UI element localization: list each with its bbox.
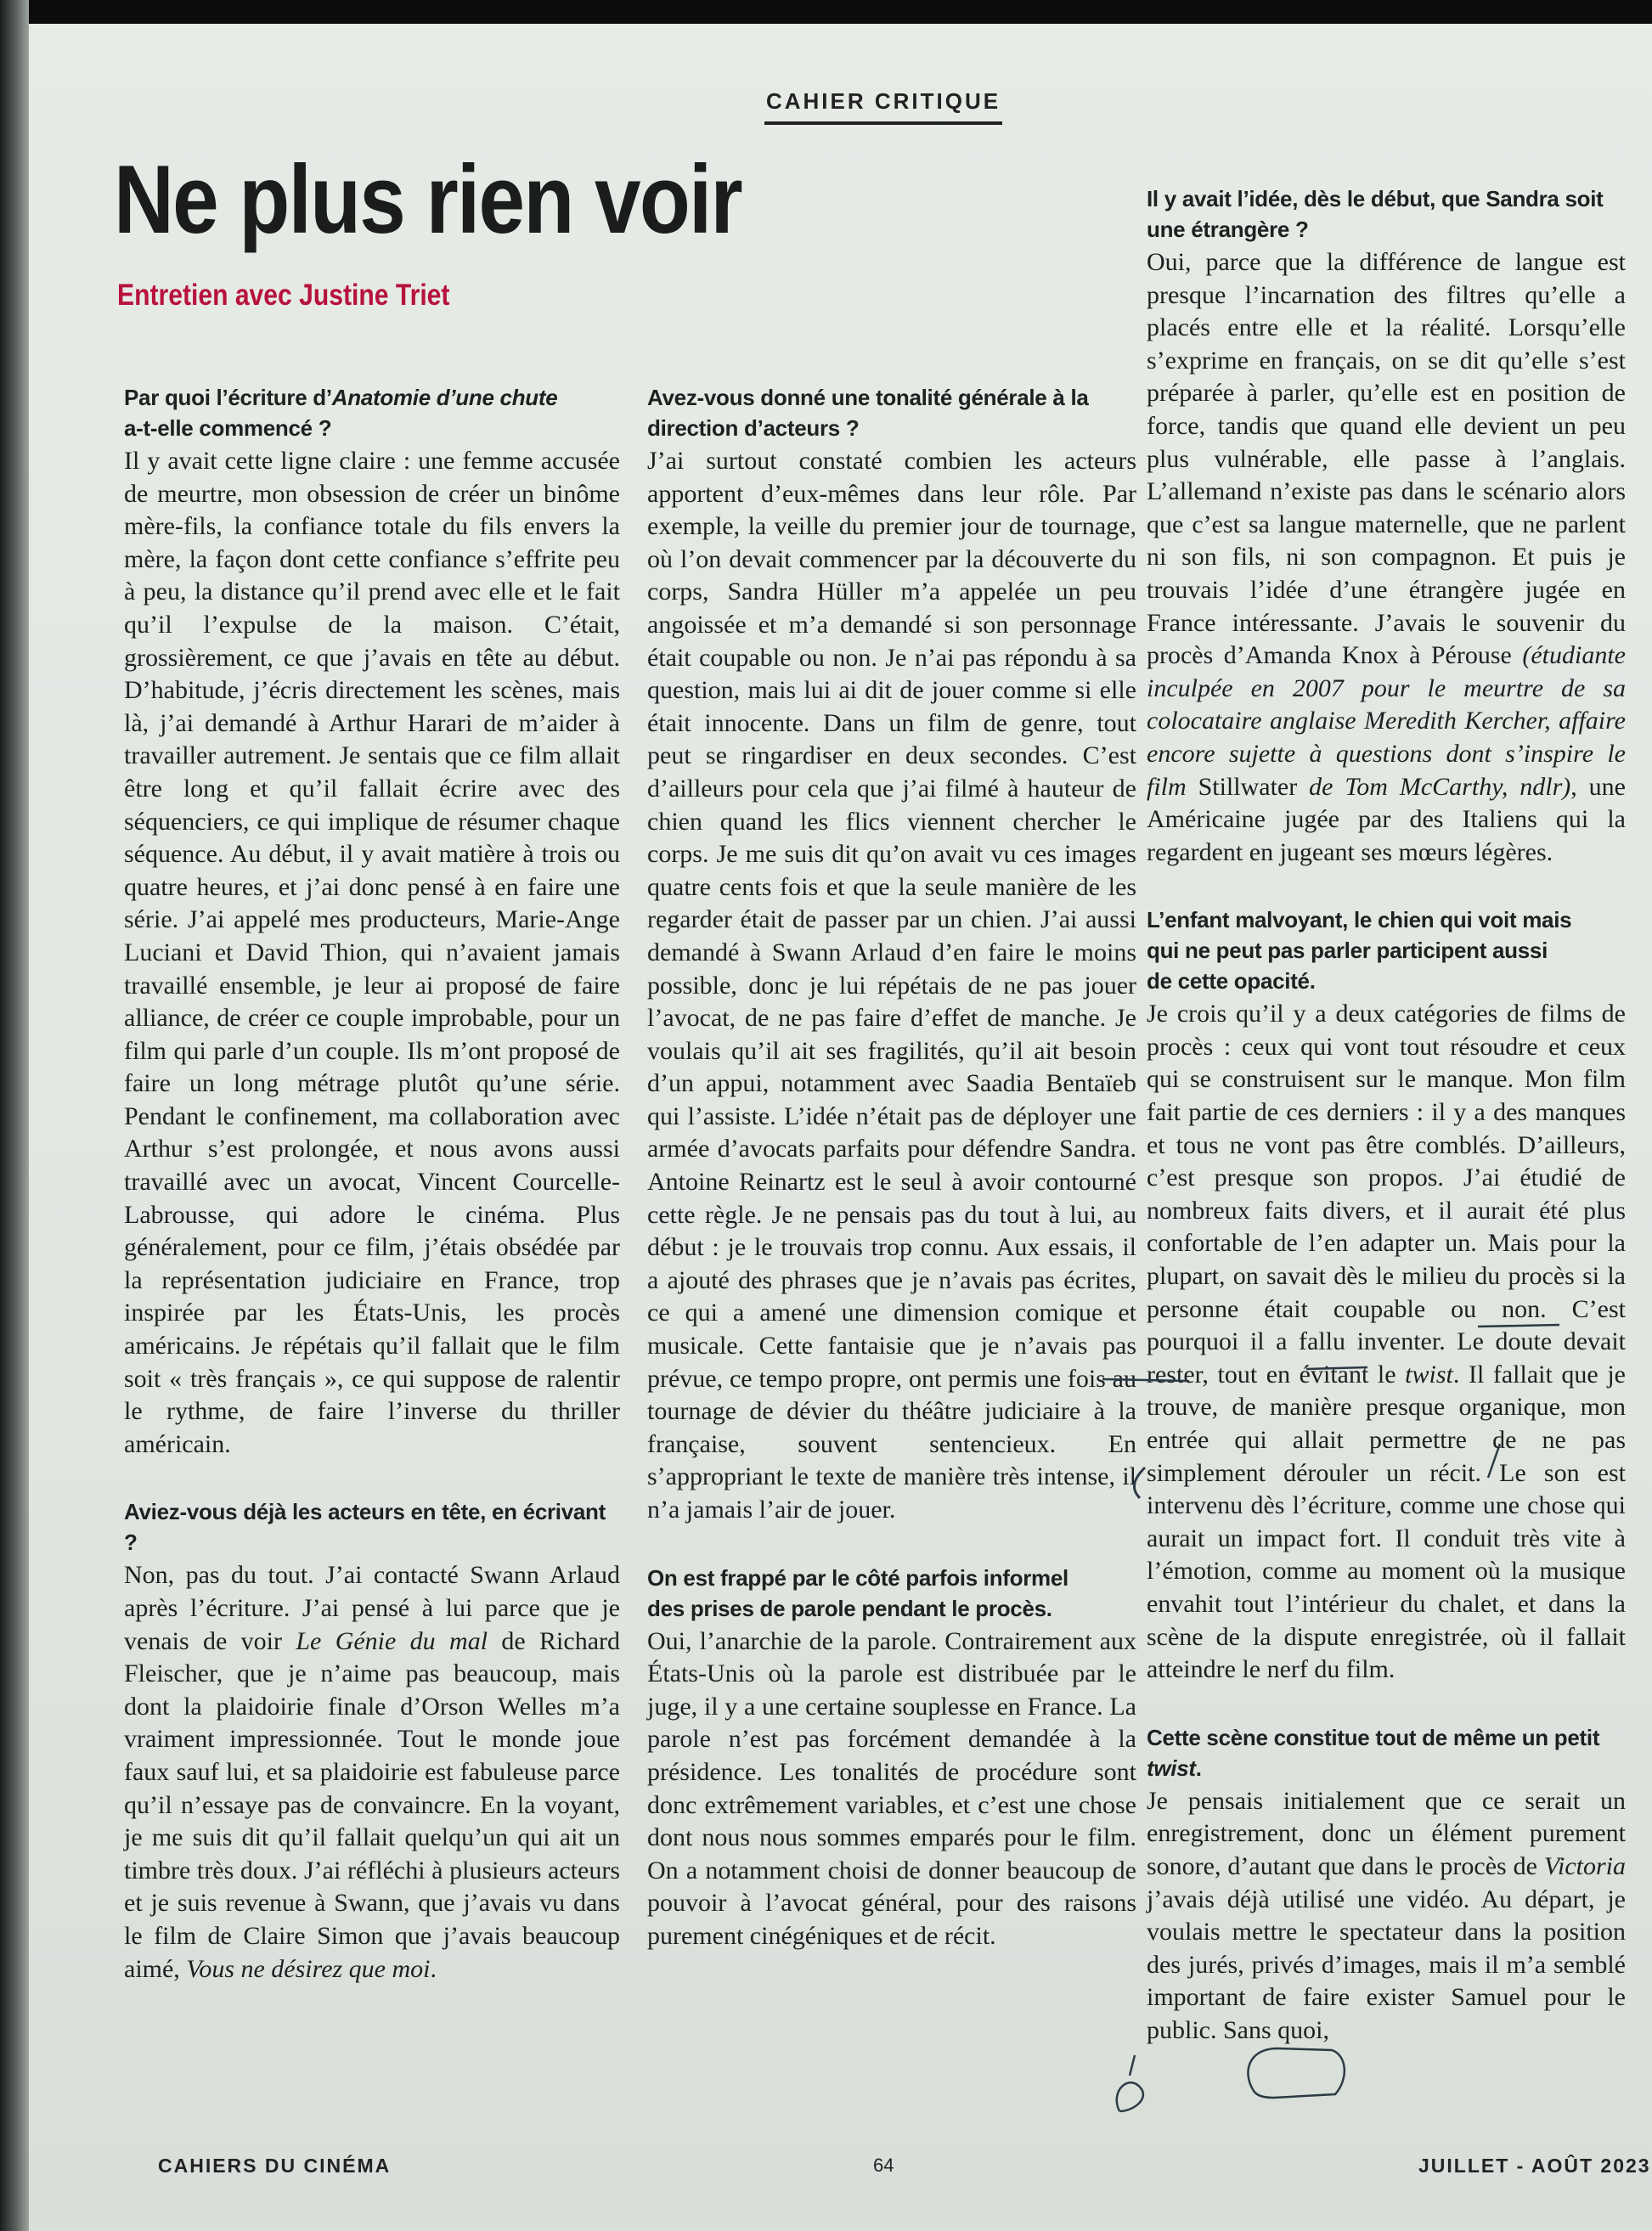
- column-1: [124, 382, 620, 1986]
- scan-top-edge: [0, 0, 1652, 24]
- question-2: Aviez-vous déjà les acteurs en tête, en écrivant ?: [124, 1499, 606, 1556]
- footer-issue-date: JUILLET - AOÛT 2023: [1418, 2155, 1651, 2177]
- answer-3: J’ai surtout constaté combien les acteurs apportent d’eux-mêmes dans leur rôle. Par exemple, la veille du premier jour de tournage, où l’on devait commencer par la découverte du corps, Sandra Hüller m’a appelée un peu angoissée et m’a demandé si son personnage était coupable ou non. Je n’ai pas répondu à sa question, mais lui ai dit de jouer comme si elle était innocente. Dans un film de genre, tout peut se ringardiser en deux secondes. C’est d’ailleurs pour cela que j’ai filmé à hauteur de chien quand les flics viennent chercher le corps. Je me suis dit qu’on avait vu ces images quatre cents fois et que la seule manière de les regarder était de passer par un chien. J’ai aussi demandé à Swann Arlaud d’en faire le moins possible, donc je lui répétais de ne pas jouer l’avocat, de ne pas faire d’effet de manche. Je voulais qu’il ait ses fragilités, qu’il ait besoin d’un appui, notamment avec Saadia Bentaïeb qui l’assiste. L’idée n’était pas de déployer une armée d’avocats parfaits pour défendre Sandra. Antoine Reinartz est le seul à avoir contourné cette règle. Je ne pensais pas du tout à lui, au début : je le trouvais trop connu. Aux essais, il a ajouté des phrases que je n’avais pas écrites, ce qui a amené une dimension comique et musicale. Cette fantaisie que je n’avais pas prévue, ce tempo propre, ont permis une fois au tournage de dévier du théâtre judiciaire à la française, souvent sentencieux. En s’appropriant le texte de manière très intense, il n’a jamais l’air de jouer.: [647, 447, 1136, 1524]
- answer-4: Oui, l’anarchie de la parole. Contrairement aux États-Unis où la parole est distribuée par le juge, il y a une certaine souplesse en France. La parole n’est pas forcément demandée à la présidence. Les tonalités de procédure sont donc extrêmement variables, et c’est une chose dont nous nous sommes emparés pour le film. On a notamment choisi de donner beaucoup de pouvoir à l’avocat général, pour des raisons purement cinégéniques et de récit.: [647, 1626, 1136, 1950]
- answer-7: Je pensais initialement que ce serait un enregistrement, donc un élément purement sonore, d’autant que dans le procès de Victoria j’avais déjà utilisé une vidéo. Au départ, je voulais mettre le spectateur dans la position des jurés, privés d’images, mais il m’a semblé important de faire exister Samuel pour le public. Sans quoi,: [1147, 1786, 1626, 2044]
- answer-6: Je crois qu’il y a deux catégories de films de procès : ceux qui vont tout résoudre et ceux qui se construisent sur le manque. Mon film fait partie de ces derniers : il y a des manques et tous ne vont pas être comblés. D’ailleurs, c’est presque son propos. J’ai étudié de nombreux faits divers, et il aurait été plus confortable de l’en adapter un. Mais pour la plupart, on savait dès le milieu du procès si la personne était coupable ou non. C’est pourquoi il a fallu inventer. Le doute devait rester, tout en évitant le twist. Il fallait que je trouve, de manière presque organique, mon entrée qui allait permettre de ne pas simplement dérouler un récit. Le son est intervenu dès l’écriture, comme une chose qui aurait un impact fort. Il conduit très vite à l’émotion, comme au moment où la musique envahit tout l’intérieur du chalet, et dans la scène de la dispute enregistrée, où il fallait atteindre le nerf du film.: [1147, 1000, 1626, 1684]
- column-3: [1147, 183, 1626, 2048]
- question-3: Avez-vous donné une tonalité générale à la direction d’acteurs ?: [647, 385, 1089, 441]
- question-4: On est frappé par le côté parfois informel des prises de parole pendant le procès.: [647, 1564, 1068, 1621]
- answer-1: Il y avait cette ligne claire : une femme accusée de meurtre, mon obsession de créer un binôme mère-fils, la confiance totale du fils envers la mère, la façon dont cette confiance s’effrite peu à peu, la distance qu’il prend avec elle et le fait qu’il l’expulse de la maison. C’était, grossièrement, ce que j’avais en tête au début. D’habitude, j’écris directement les scènes, mais là, j’ai demandé à Arthur Harari de m’aider à travailler autrement. Je sentais que ce film allait être long et qu’il fallait écrire avec des séquenciers, ce qui implique de résumer chaque séquence. Au début, il y avait matière à trois ou quatre heures, et j’ai donc pensé à en faire une série. J’ai appelé mes producteurs, Marie-Ange Luciani et David Thion, qui n’avaient jamais travaillé ensemble, je leur ai proposé de faire alliance, de créer ce couple improbable, pour un film qui parle d’un couple. Ils m’ont proposé de faire un long métrage plutôt qu’une série. Pendant le confinement, ma collaboration avec Arthur s’est prolongée, et nous avons aussi travaillé avec un avocat, Vincent Courcelle-Labrousse, qui adore le cinéma. Plus généralement, pour ce film, j’étais obsédée par la représentation judiciaire en France, trop inspirée par les États-Unis, les procès américains. Je répétais qu’il fallait que le film soit « très français », ce qui suppose de ralentir le rythme, de faire l’inverse du thriller américain.: [124, 447, 620, 1458]
- footer-magazine-name: CAHIERS DU CINÉMA: [158, 2155, 392, 2177]
- answer-5: Oui, parce que la différence de langue est presque l’incarnation des filtres qu’elle a placés entre elle et la réalité. Lorsqu’elle s’exprime en français, on se dit qu’elle s’est préparée à parler, qu’elle est en position de force, tandis que quand elle devient un peu plus vulnérable, elle passe à l’anglais. L’allemand n’existe pas dans le scénario alors que c’est sa langue maternelle, que ne parlent ni son fils, ni son compagnon. Et puis je trouvais l’idée d’une étrangère jugée en France intéressante. J’avais le souvenir du procès d’Amanda Knox à Pérouse (étudiante inculpée en 2007 pour le meurtre de sa colocataire anglaise Meredith Kercher, affaire encore sujette à questions dont s’inspire le film Stillwater de Tom McCarthy, ndlr), une Américaine jugée par des Italiens qui la regardent en jugeant ses mœurs légères.: [1147, 248, 1626, 866]
- question-7: Cette scène constitue tout de même un petit twist.: [1147, 1724, 1600, 1781]
- article-title: Ne plus rien voir: [114, 146, 741, 254]
- answer-2: Non, pas du tout. J’ai contacté Swann Arlaud après l’écriture. J’ai pensé à lui parce que je venais de voir Le Génie du mal de Richard Fleischer, que je n’aime pas beaucoup, mais dont la plaidoirie finale d’Orson Welles m’a vraiment impressionnée. Tout le monde joue faux sauf lui, et sa plaidoirie est fabuleuse parce qu’il n’essaye pas de convaincre. En la voyant, je me suis dit qu’il fallait quelqu’un qui ait un timbre très doux. J’ai réfléchi à plusieurs acteurs et je suis revenue à Swann, que j’avais vu dans le film de Claire Simon que j’avais beaucoup aimé, Vous ne désirez que moi.: [124, 1561, 621, 1983]
- question-5: Il y avait l’idée, dès le début, que Sandra soit une étrangère ?: [1147, 186, 1604, 242]
- section-rubric: CAHIER CRITIQUE: [764, 88, 1002, 125]
- column-2: [647, 382, 1136, 1953]
- question-1: Par quoi l’écriture d’Anatomie d’une chute a-t-elle commencé ?: [124, 385, 558, 441]
- question-6: L’enfant malvoyant, le chien qui voit mais qui ne peut pas parler participent aussi de cette opacité.: [1147, 907, 1572, 994]
- article-subtitle: Entretien avec Justine Triet: [117, 279, 450, 312]
- page-spine-shadow: [0, 0, 29, 2231]
- footer-page-number: 64: [873, 2155, 894, 2176]
